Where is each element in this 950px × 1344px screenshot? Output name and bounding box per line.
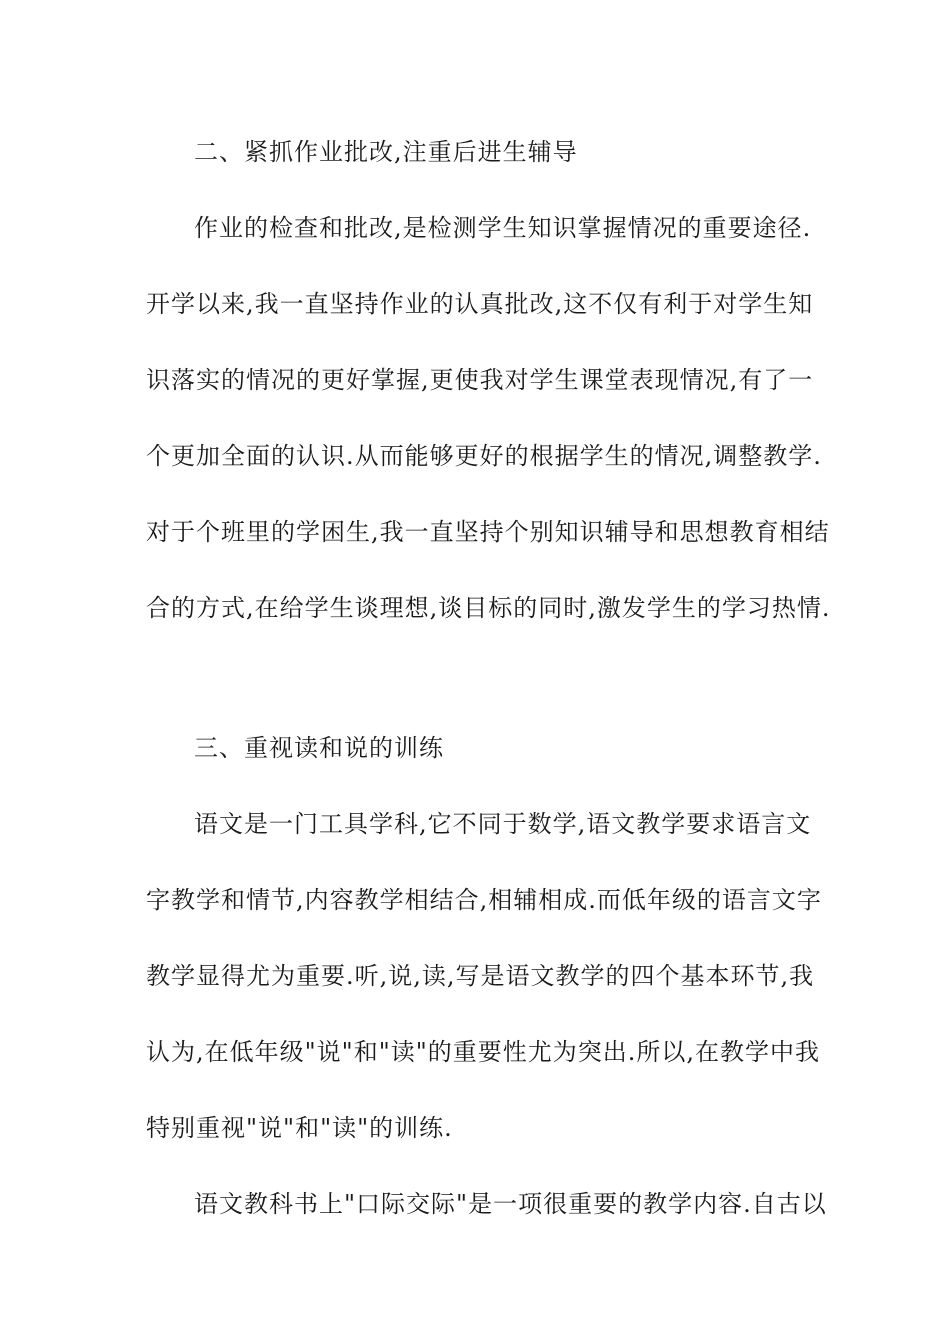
section-heading-2: 二、紧抓作业批改,注重后进生辅导 [194, 138, 578, 166]
paragraph-line: 语文教科书上"口际交际"是一项很重要的教学内容.自古以 [194, 1190, 827, 1218]
paragraph-line: 认为,在低年级"说"和"读"的重要性尤为突出.所以,在教学中我 [146, 1038, 821, 1066]
paragraph-line: 合的方式,在给学生谈理想,谈目标的同时,激发学生的学习热情. [146, 594, 831, 622]
paragraph-line: 语文是一门工具学科,它不同于数学,语文教学要求语言文 [194, 810, 812, 838]
paragraph-line: 作业的检查和批改,是检测学生知识掌握情况的重要途径. [194, 214, 812, 242]
paragraph-line: 识落实的情况的更好掌握,更使我对学生课堂表现情况,有了一 [146, 366, 814, 394]
section-heading-3: 三、重视读和说的训练 [194, 734, 444, 762]
paragraph-line: 特别重视"说"和"读"的训练. [146, 1114, 453, 1142]
paragraph-line: 个更加全面的认识.从而能够更好的根据学生的情况,调整教学. [146, 442, 822, 470]
paragraph-line: 开学以来,我一直坚持作业的认真批改,这不仅有利于对学生知 [146, 290, 814, 318]
paragraph-line: 教学显得尤为重要.听,说,读,写是语文教学的四个基本环节,我 [146, 962, 815, 990]
paragraph-line: 字教学和情节,内容教学相结合,相辅相成.而低年级的语言文字 [146, 886, 822, 914]
paragraph-line: 对于个班里的学困生,我一直坚持个别知识辅导和思想教育相结 [146, 518, 830, 546]
